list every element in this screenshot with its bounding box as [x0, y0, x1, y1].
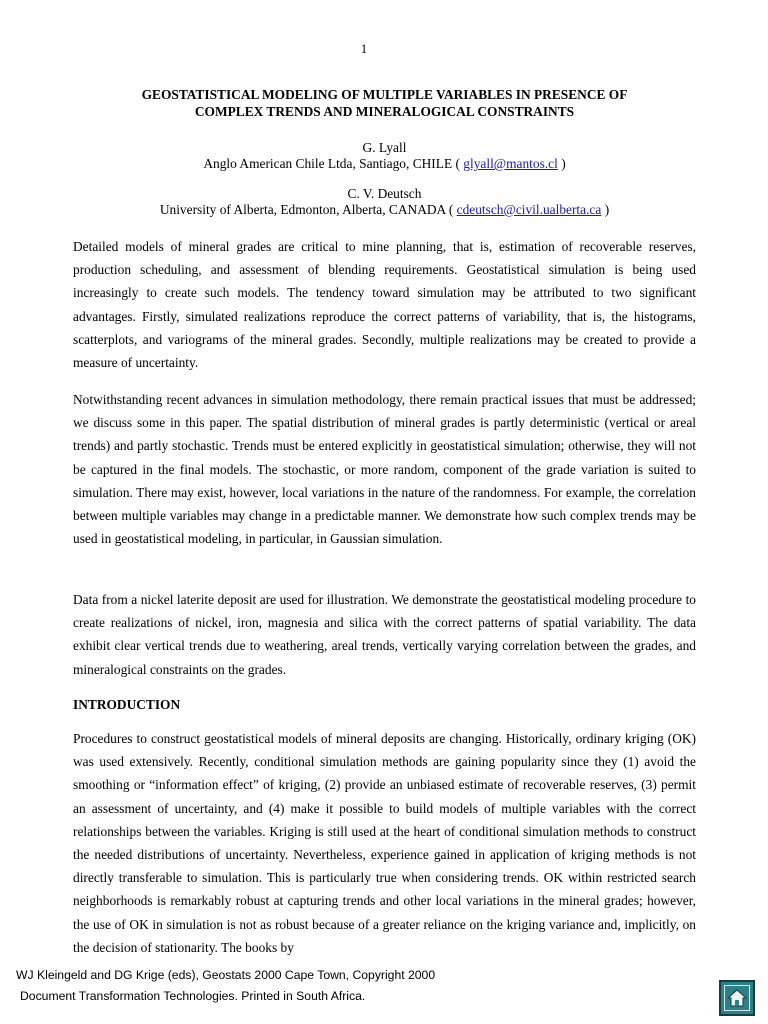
paper-title — [73, 86, 696, 120]
home-button-frame — [724, 985, 750, 1011]
abstract-paragraph-3: Data from a nickel laterite deposit are used for illustration. We demonstrate the geostatistical modeling procedure to create realizations of nickel, iron, magnesia and silica with the correct patterns of spatial variability. The data exhibit clear vertical trends due to weathering, areal trends, vertically varying correlation between the grades, and mineralogical constraints on the grades. — [73, 592, 696, 677]
introduction-paragraph-1: Procedures to construct geostatistical models of mineral deposits are changing. Historically, ordinary kriging (OK) was used extensively. Recently, conditional simulation methods are gaining popularity since they (1) avoid the smoothing or “information effect” of kriging, (2) provide an unbiased estimate of recoverable reserves, (3) permit an assessment of uncertainty, and (4) make it possible to build models of multiple variables with the correct relationships between the variables. Kriging is still used at the heart of conditional simulation methods to construct the needed distributions of uncertainty. Nevertheless, experience gained in application of kriging methods is not directly transferable to simulation. This is particularly true when considering trends. OK within restricted search neighborhoods is remarkably robust at capturing trends and other local variations in the mineral grades; however, the use of OK in simulation is not as robust because of a greater reliance on the kriging variance and, implicitly, on the decision of stationarity. The books by — [73, 731, 696, 955]
footer-citation: WJ Kleingeld and DG Krige (eds), Geostats 2000 Cape Town, Copyright 2000 — [16, 968, 436, 982]
author-email-link[interactable]: glyall@mantos.cl — [463, 156, 558, 171]
home-button[interactable] — [719, 980, 755, 1016]
abstract-paragraph-1: Detailed models of mineral grades are critical to mine planning, that is, estimation of recoverable reserves, production scheduling, and assessment of blending requirements. Geostatistical simulation is being used increasingly to create such models. The tendency toward simulation may be attributed to two significant advantages. Firstly, simulated realizations reproduce the correct patterns of variability, that is, the histograms, scatterplots, and variograms of the mineral grades. Secondly, multiple realizations may be created to provide a measure of uncertainty. — [73, 239, 696, 371]
author-name: G. Lyall — [362, 140, 407, 155]
author-block-2 — [73, 186, 696, 218]
page-number: 1 — [360, 42, 368, 56]
author-block-1 — [73, 140, 696, 172]
home-icon — [727, 989, 747, 1007]
affiliation-text: Anglo American Chile Ltda, Santiago, CHILE ( — [203, 156, 460, 171]
affiliation-text: University of Alberta, Edmonton, Alberta, CANADA ( — [159, 202, 454, 217]
author-email-link[interactable]: cdeutsch@civil.ualberta.ca — [456, 202, 602, 217]
abstract-paragraph-2: Notwithstanding recent advances in simulation methodology, there remain practical issues that must be addressed; we discuss some in this paper. The spatial distribution of mineral grades is partly deterministic (vertical or areal trends) and partly stochastic. Trends must be entered explicitly in geostatistical simulation; otherwise, they will not be captured in the final models. The stochastic, or more random, component of the grade variation is suited to simulation. There may exist, however, local variations in the nature of the randomness. For example, the correlation between multiple variables may change in a predictable manner. We demonstrate how such complex trends may be used in geostatistical modeling, in particular, in Gaussian simulation. — [73, 392, 696, 547]
title-line-1: GEOSTATISTICAL MODELING OF MULTIPLE VARIABLES IN PRESENCE OF — [141, 87, 628, 102]
author-affiliation — [73, 156, 696, 172]
affiliation-close: ) — [604, 202, 610, 217]
affiliation-close: ) — [561, 156, 566, 171]
author-name: C. V. Deutsch — [347, 186, 422, 201]
section-heading-introduction: INTRODUCTION — [73, 697, 181, 712]
footer-printer: Document Transformation Technologies. Printed in South Africa. — [20, 989, 366, 1003]
author-affiliation — [73, 202, 696, 218]
title-line-2: COMPLEX TRENDS AND MINERALOGICAL CONSTRAINTS — [194, 104, 575, 119]
